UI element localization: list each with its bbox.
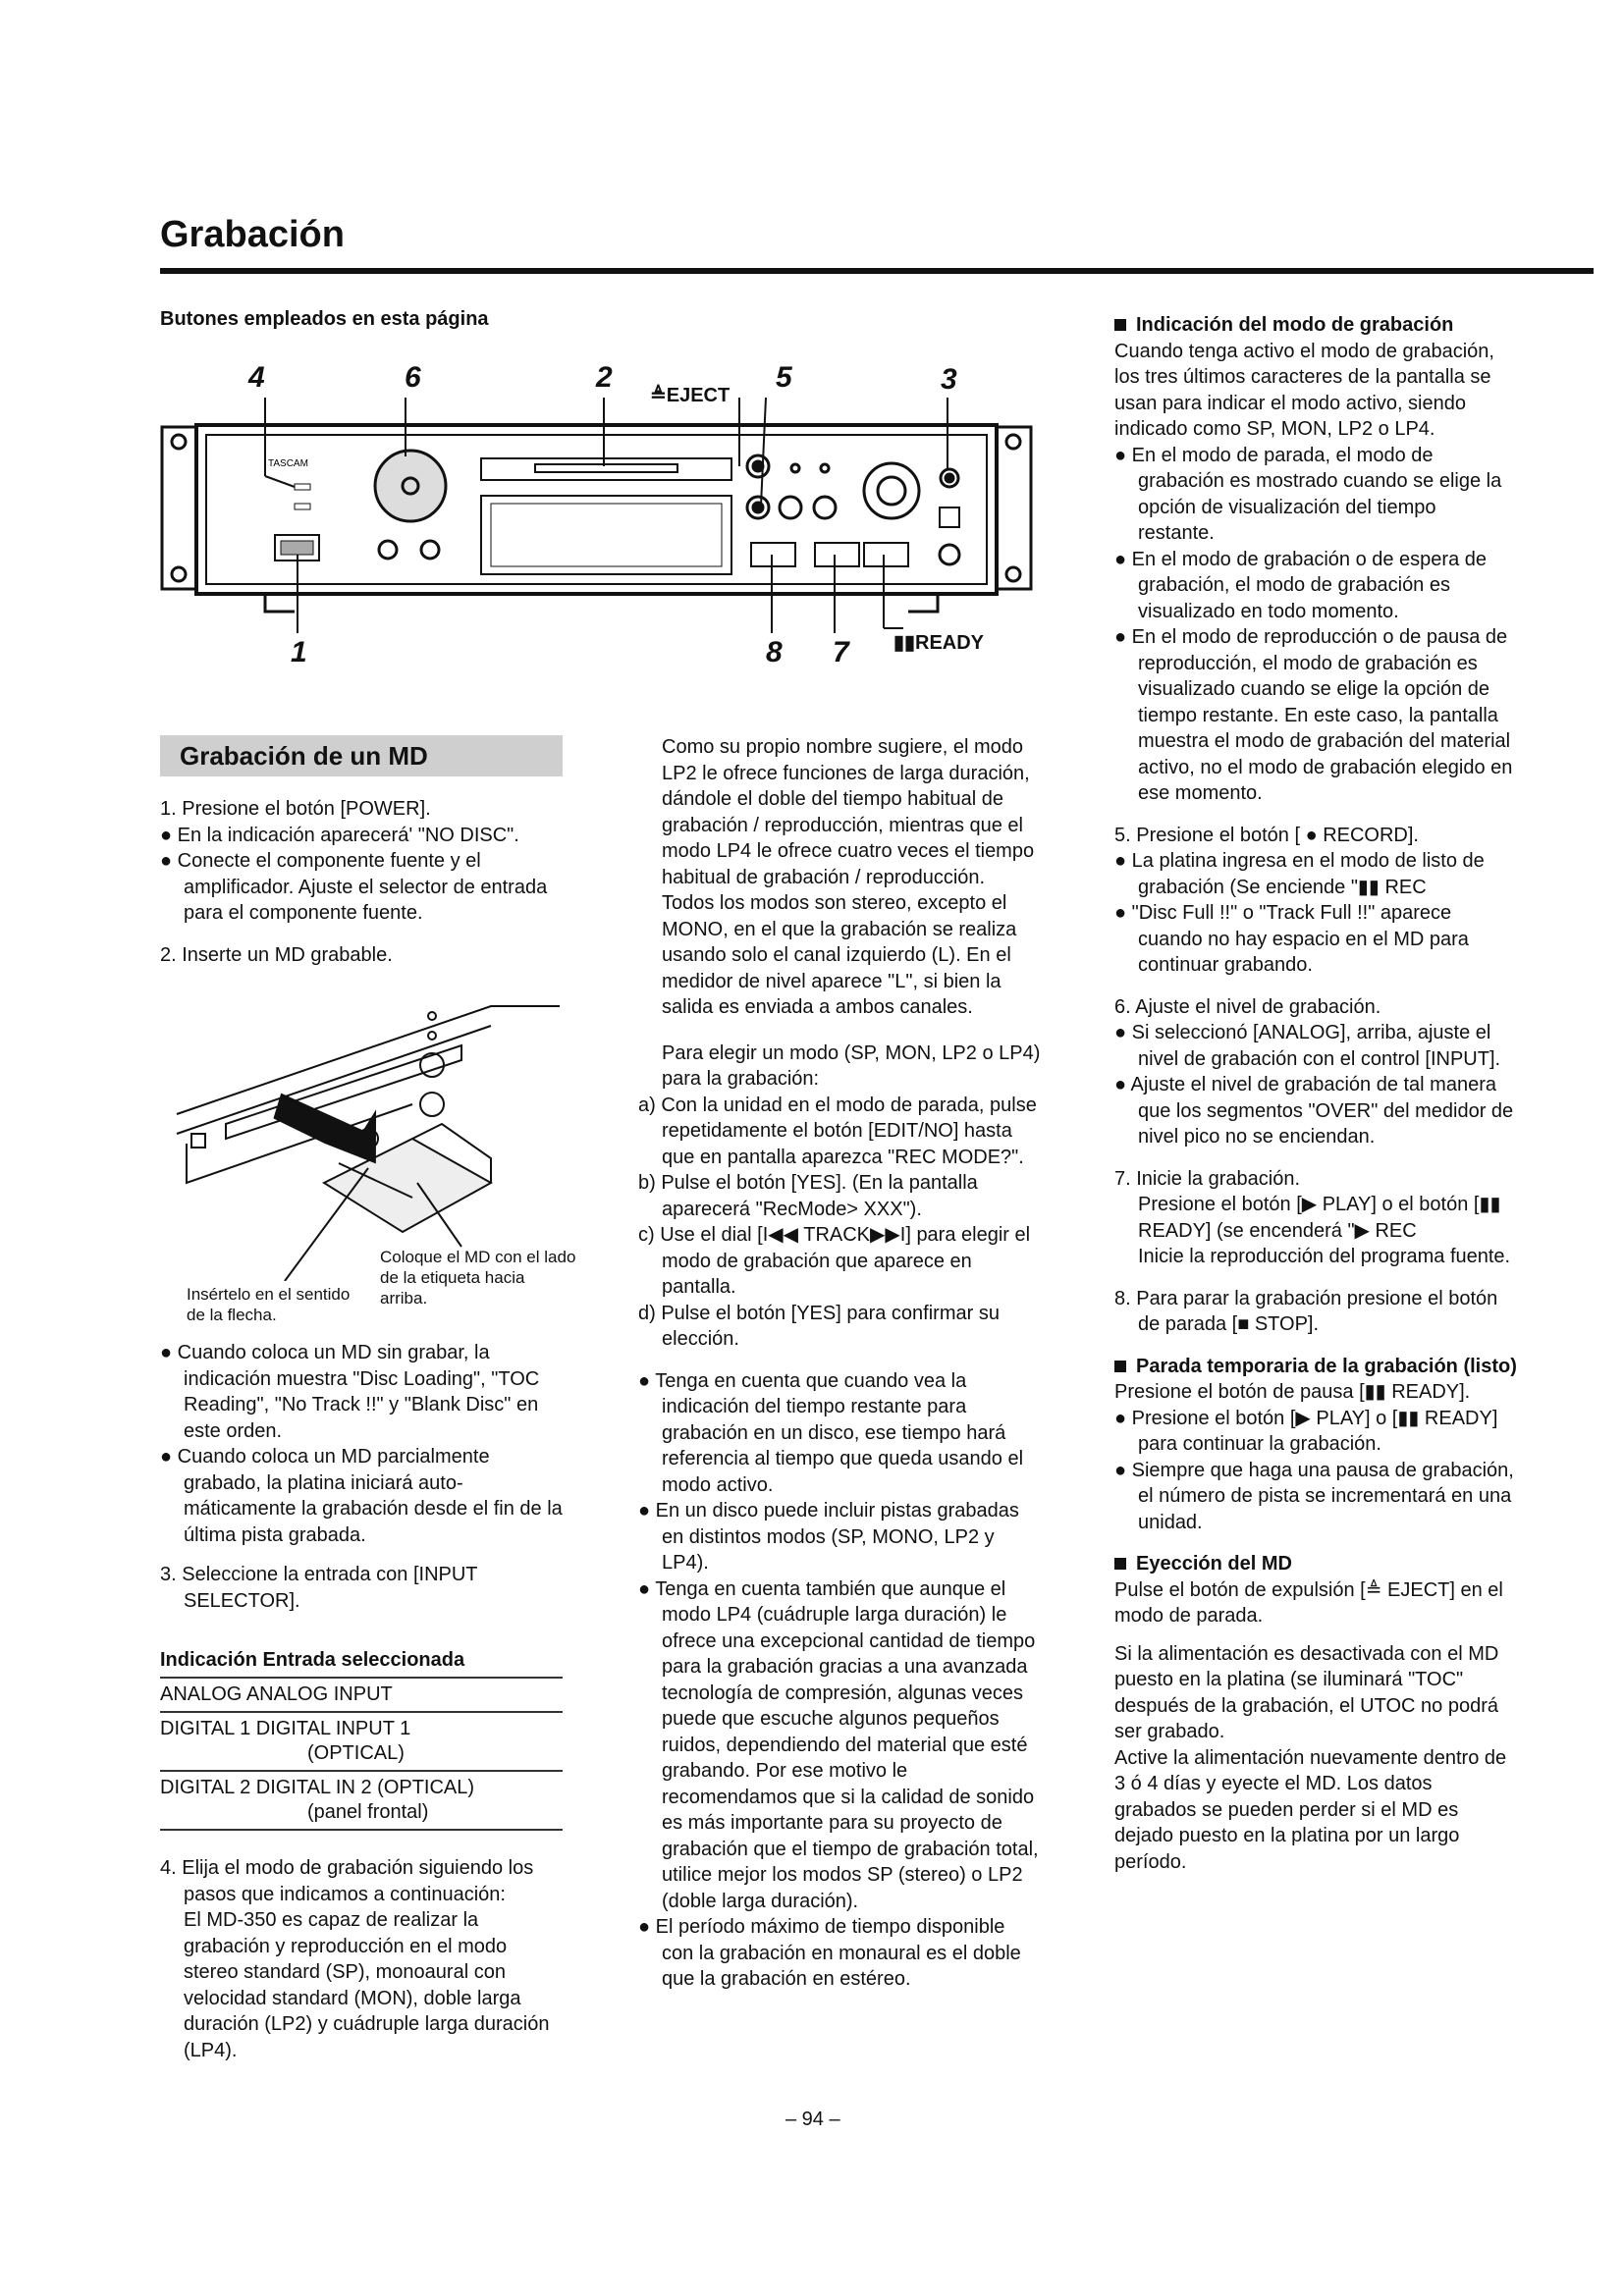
buttons-heading: Butones empleados en esta página: [160, 308, 489, 330]
step-8: 8. Para parar la grabación presione el botón de parada [■ STOP].: [1114, 1287, 1498, 1335]
step-7-detail: Inicie la reproducción del programa fuente.: [1138, 1246, 1511, 1267]
substep-c: c) Use el dial [I◀◀ TRACK▶▶I] para elegir el modo de grabación que aparece en pantalla.: [638, 1224, 1031, 1298]
table-row: [160, 1679, 563, 1713]
step-1: 1. Presione el botón [POWER].: [160, 798, 431, 820]
device-body: [196, 425, 997, 594]
title-rule: [160, 268, 1594, 274]
ready-button: [864, 543, 908, 566]
right-column: [1114, 312, 1517, 1875]
paragraph: Cuando tenga activo el modo de grabación, los tres últimos caracteres de la pantalla se usan para indicar el modo activo, siendo indicado como SP, MON, LP2 o LP4.: [1114, 340, 1494, 440]
bullet: ● Conecte el componente fuente y el amplificador. Ajuste el selector de entrada para el componente fuente.: [160, 850, 548, 924]
md-insert-illustration: [167, 987, 569, 1281]
bullet: ● Cuando coloca un MD parcialmente grabado, la platina iniciará auto-máticamente la grabación desde el fin de la última pista grabada.: [160, 1446, 563, 1546]
bullet: ● Si seleccionó [ANALOG], arriba, ajuste el nivel de grabación con el control [INPUT].: [1114, 1022, 1501, 1070]
right-rack-ear: [997, 427, 1031, 589]
bullet: ● En el modo de reproducción o de pausa de reproducción, el modo de grabación es visualizado cuando se elige la opción de tiempo restante. En este caso, la pantalla muestra el modo de grabación del material activo, no el modo de grabación elegido en ese momento.: [1114, 626, 1513, 804]
bullet: ● Ajuste el nivel de grabación de tal manera que los segmentos "OVER" del medidor de nivel pico no se enciendan.: [1114, 1074, 1514, 1148]
bullet: ● En el modo de grabación o de espera de grabación, el modo de grabación es visualizado en todo momento.: [1114, 548, 1488, 622]
subheading-text: Parada temporaria de la grabación (listo): [1136, 1355, 1517, 1377]
paragraph: Como su propio nombre sugiere, el modo LP2 le ofrece funciones de larga duración, dándole el doble del tiempo habitual de grabación / reproducción, mientras que el modo LP4 le ofrece cuatro veces el tiempo habitual de grabación / reproducción.: [662, 736, 1035, 888]
callout-7: 7: [833, 636, 849, 668]
subheading-text: Indicación del modo de grabación: [1136, 314, 1454, 336]
bullet: ● Siempre que haga una pausa de grabación, el número de pista se incrementará en una unidad.: [1114, 1459, 1514, 1533]
paragraph: Para elegir un modo (SP, MON, LP2 o LP4) para la grabación:: [662, 1041, 1041, 1090]
table-cell: (OPTICAL): [307, 1742, 405, 1764]
left-rack-ear: [162, 427, 196, 589]
caption-insert: Insértelo en el sentido de la flecha.: [187, 1285, 351, 1324]
bullet: ● En un disco puede incluir pistas grabadas en distintos modos (SP, MONO, LP2 y LP4).: [638, 1500, 1019, 1574]
substep-b: b) Pulse el botón [YES]. (En la pantalla aparecerá "RecMode> XXX").: [638, 1172, 978, 1220]
page-number: – 94 –: [785, 2109, 840, 2130]
bullet: ● Tenga en cuenta también que aunque el modo LP4 (cuádruple larga duración) le ofrece una excepcional cantidad de tiempo para la grabación gracias a una avanzada tecnología de compresión, algunas veces puede que escuche algunos pequeños ruidos, dependiendo del material que esté grabando. Por ese motivo le recomendamos que si la calidad de sonido es más importante para su proyecto de grabación que el tiempo de grabación total, utilice mejor los modos SP (stereo) o LP2 (doble larga duración).: [638, 1577, 1039, 1912]
record-button: [815, 543, 859, 566]
callout-6: 6: [405, 361, 421, 394]
bullet: ● En el modo de parada, el modo de grabación es mostrado cuando se elige la opción de visualización del tiempo restante.: [1114, 444, 1502, 544]
table-cell: ANALOG ANALOG INPUT: [160, 1683, 393, 1705]
callout-3: 3: [941, 363, 957, 396]
middle-column: [638, 734, 1041, 1993]
track-dial: [864, 463, 919, 518]
paragraph: Pulse el botón de expulsión [≜ EJECT] en el modo de parada.: [1114, 1578, 1503, 1627]
page-title: Grabación: [160, 214, 345, 255]
bullet: ● La platina ingresa en el modo de listo de grabación (Se enciende "▮▮ REC: [1114, 850, 1485, 898]
subheading-eject: [1114, 1551, 1517, 1577]
disc-slot: [481, 458, 731, 480]
paragraph: Active la alimentación nuevamente dentro de 3 ó 4 días y eyecte el MD. Los datos grabados se pueden perder si el MD es dejado puesto en la platina por un largo período.: [1114, 1746, 1507, 1873]
step-6: 6. Ajuste el nivel de grabación.: [1114, 995, 1381, 1018]
left-column-lower: [160, 1340, 563, 1614]
subheading-rec-mode: [1114, 312, 1517, 339]
display-window: [481, 496, 731, 574]
table-cell: DIGITAL 2 DIGITAL IN 2 (OPTICAL): [160, 1777, 475, 1798]
input-table: [160, 1644, 563, 1831]
table-cell: DIGITAL 1 DIGITAL INPUT 1: [160, 1718, 411, 1739]
bullet: ● En la indicación aparecerá' "NO DISC".: [160, 824, 519, 846]
paragraph: Si la alimentación es desactivada con el MD puesto en la platina (se iluminará "TOC" después de la grabación, el UTOC no podrá ser grabado.: [1114, 1642, 1499, 1742]
section-title: Grabación de un MD: [180, 741, 428, 771]
subheading-text: Eyección del MD: [1136, 1553, 1292, 1575]
ready-label: ▮▮READY: [893, 632, 985, 654]
step-7-detail: Presione el botón [▶ PLAY] o el botón [▮▮ READY] (se encenderá "▶ REC: [1138, 1194, 1501, 1242]
substep-d: d) Pulse el botón [YES] para confirmar su elección.: [638, 1302, 1000, 1350]
callout-1: 1: [291, 636, 307, 668]
step-4: 4. Elija el modo de grabación siguiendo los pasos que indicamos a continuación:: [160, 1857, 534, 1905]
input-dial: [375, 451, 446, 521]
callout-4: 4: [248, 361, 265, 394]
left-column-step4: [160, 1855, 563, 2063]
callout-8: 8: [766, 636, 783, 668]
edit-button: [751, 543, 795, 566]
bullet: ● "Disc Full !!" o "Track Full !!" aparece cuando no hay espacio en el MD para continuar grabando.: [1114, 902, 1469, 976]
table-cell: (panel frontal): [307, 1801, 429, 1823]
eject-label: ≜EJECT: [650, 385, 731, 406]
paragraph: Todos los modos son stereo, excepto el MONO, en el que la grabación se realiza usando solo el canal izquierdo (L). En el medidor de nivel aparece "L", si bien la salida es enviada a ambos canales.: [662, 892, 1017, 1018]
step-4-detail: El MD-350 es capaz de realizar la grabación y reproducción en el modo stereo standard (SP), monoaural con velocidad standard (MON), doble larga duración (LP2) y cuádruple larga duración (LP4).: [184, 1909, 550, 2061]
bullet: ● Tenga en cuenta que cuando vea la indicación del tiempo restante para grabación en un disco, ese tiempo hará referencia al tiempo que queda usando el modo activo.: [638, 1369, 1024, 1496]
callout-5: 5: [776, 361, 792, 394]
device-illustration: [157, 358, 1060, 672]
bullet: ● El período máximo de tiempo disponible con la grabación en monaural es el doble que la grabación en estéreo.: [638, 1916, 1021, 1990]
section-header: [160, 735, 563, 776]
left-column: [160, 796, 563, 968]
callout-2: 2: [596, 361, 613, 394]
table-row: [160, 1713, 563, 1772]
step-7: 7. Inicie la grabación.: [1114, 1167, 1301, 1190]
table-row: [160, 1772, 563, 1831]
paragraph: Presione el botón de pausa [▮▮ READY].: [1114, 1381, 1471, 1403]
step-3: 3. Seleccione la entrada con [INPUT SELECTOR].: [160, 1564, 478, 1612]
substep-a: a) Con la unidad en el modo de parada, pulse repetidamente el botón [EDIT/NO] hasta que en pantalla aparezca "REC MODE?".: [638, 1094, 1037, 1168]
subheading-pause: [1114, 1354, 1517, 1380]
brand-logo: TASCAM: [268, 458, 308, 469]
step-2: 2. Inserte un MD grabable.: [160, 943, 393, 966]
table-header: Indicación Entrada seleccionada: [160, 1644, 563, 1679]
step-5: 5. Presione el botón [ ● RECORD].: [1114, 824, 1419, 846]
bullet: ● Presione el botón [▶ PLAY] o [▮▮ READY] para continuar la grabación.: [1114, 1407, 1498, 1455]
caption-label: Coloque el MD con el lado de la etiqueta hacia arriba.: [380, 1248, 576, 1308]
bullet: ● Cuando coloca un MD sin grabar, la indicación muestra "Disc Loading", "TOC Reading", "No Track !!" y "Blank Disc" en este orden.: [160, 1342, 540, 1442]
